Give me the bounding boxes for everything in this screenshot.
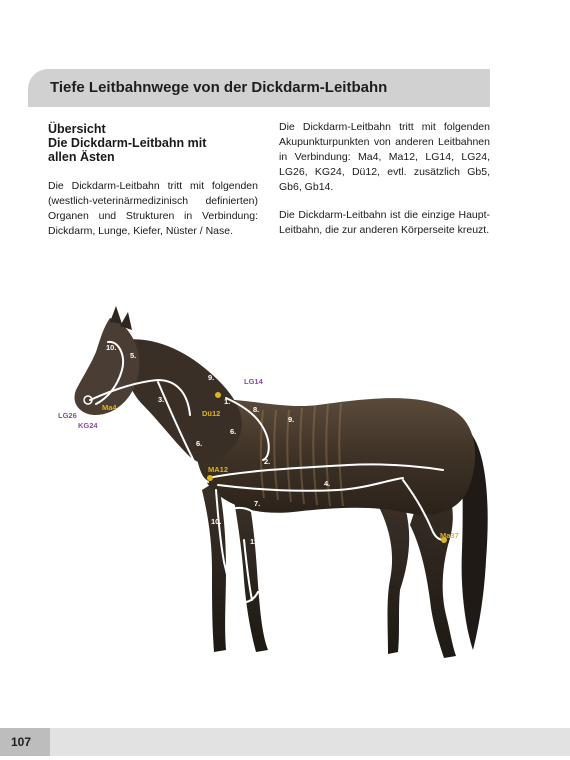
branch-number: 11.: [250, 537, 261, 546]
horse-front-leg-far: [234, 495, 268, 652]
branch-number: 9.: [208, 373, 215, 382]
overview-subheading: [48, 122, 258, 164]
subheading-line-2: Die Dickdarm-Leitbahn mit: [48, 136, 207, 150]
acupoint-dot: [207, 475, 213, 481]
label-kg24: KG24: [78, 421, 98, 430]
branch-number: 7.: [254, 499, 261, 508]
organs-paragraph: Die Dickdarm-Leitbahn tritt mit folgenden (westlich-veterinärmedizinisch definierten) Organen und Strukturen in Verbindung: Dickdarm, Lunge, Kiefer, Nüster / Nase.: [48, 180, 258, 237]
label-ma4: Ma4: [102, 403, 117, 412]
horse-ear: [110, 306, 122, 324]
branch-number: 10.: [106, 343, 117, 352]
horse-hind-leg-far: [378, 500, 409, 654]
acupoints-paragraph: Die Dickdarm-Leitbahn tritt mit folgenden Akupunkturpunkten von anderen Leitbahnen in Verbindung: Ma4, Ma12, LG14, LG24, LG26, KG24, Dü12, evtl. zusätzlich Gb5, Gb6, Gb14.: [279, 121, 490, 193]
acupoint-dot: [215, 392, 221, 398]
branch-number: 1.: [224, 397, 231, 406]
right-column: [279, 120, 490, 251]
label-lg26: LG26: [58, 411, 77, 420]
label-du12: Dü12: [202, 409, 221, 418]
page-number: 107: [11, 735, 32, 749]
branch-number: 9.: [288, 415, 295, 424]
branch-number: 5.: [130, 351, 137, 360]
subheading-line-1: Übersicht: [48, 122, 106, 136]
branch-number: 6.: [196, 439, 203, 448]
label-ma37: Ma37: [440, 531, 459, 540]
branch-number: 4.: [324, 479, 331, 488]
branch-number: 10.: [211, 517, 222, 526]
horse-front-leg-near: [202, 480, 226, 652]
label-lg14: LG14: [244, 377, 263, 386]
subheading-line-3: allen Ästen: [48, 150, 115, 164]
horse-silhouette: [75, 306, 488, 658]
label-ma12: MA12: [208, 465, 229, 474]
branch-number: 6.: [230, 427, 237, 436]
branch-number: 3.: [158, 395, 165, 404]
left-column: [48, 120, 258, 252]
section-header-bar: [28, 69, 490, 107]
horse-meridian-figure: [48, 300, 508, 670]
footer-strip: [50, 728, 570, 756]
section-title: Tiefe Leitbahnwege von der Dickdarm-Leitbahn: [50, 79, 388, 96]
crossing-paragraph: Die Dickdarm-Leitbahn ist die einzige Haupt-Leitbahn, die zur anderen Körperseite kreuzt.: [279, 209, 490, 236]
branch-number: 2.: [264, 457, 271, 466]
page-number-box: [0, 728, 50, 756]
branch-number: 8.: [253, 405, 260, 414]
